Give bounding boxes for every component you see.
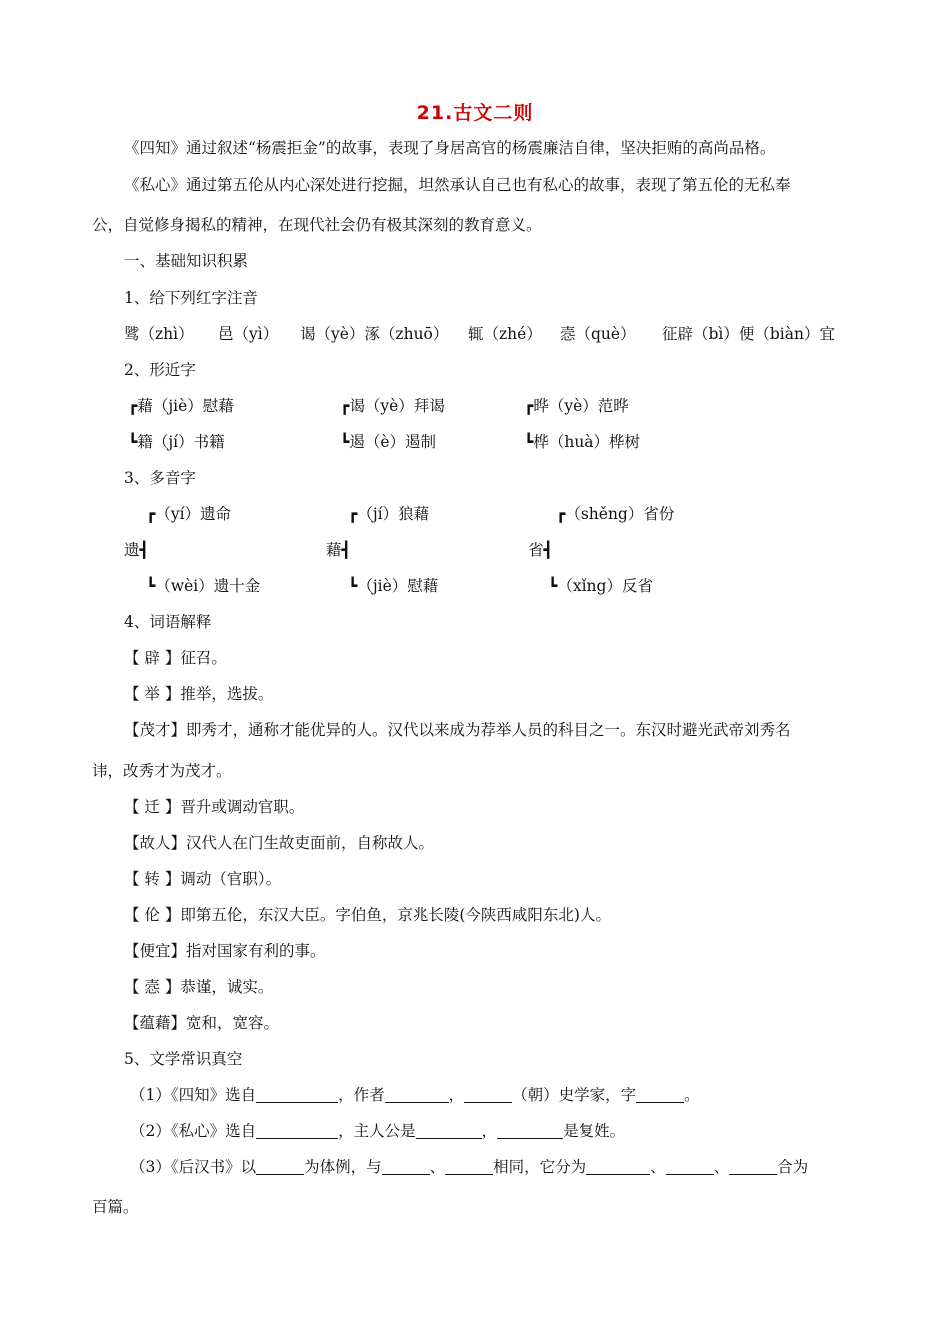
definition: 【 辟 】征召。 xyxy=(124,649,227,667)
definition: 【 举 】推举，选拔。 xyxy=(124,685,274,703)
answer-blank[interactable] xyxy=(464,1086,512,1103)
bracket-top-icon: ┏ xyxy=(556,505,566,523)
answer-blank[interactable] xyxy=(256,1122,338,1139)
q5-fill-line-4: 百篇。 xyxy=(92,1198,139,1216)
q3-char: 遗┫ xyxy=(124,541,149,559)
bracket-bottom-icon: ┗ xyxy=(524,433,534,451)
intro-paragraph-1: 《四知》通过叙述“杨震拒金”的故事，表现了身居高官的杨震廉洁自律，坚决拒贿的高尚品格。 xyxy=(124,139,776,157)
bracket-top-icon: ┏ xyxy=(146,505,156,523)
bracket-bottom-icon: ┗ xyxy=(548,577,558,595)
definition: 【便宜】指对国家有利的事。 xyxy=(124,942,326,960)
definition: 【蕴藉】宽和，宽容。 xyxy=(124,1014,280,1032)
q2-pair-bottom: ┗遏（è）遏制 xyxy=(340,433,437,451)
bracket-top-icon: ┏ xyxy=(348,505,358,523)
q3-char: 省┫ xyxy=(528,541,553,559)
answer-blank[interactable] xyxy=(445,1158,493,1175)
intro-paragraph-2-line-1: 《私心》通过第五伦从内心深处进行挖掘，坦然承认自己也有私心的故事，表现了第五伦的无私奉 xyxy=(124,176,791,194)
answer-blank[interactable] xyxy=(382,1158,430,1175)
bracket-bottom-icon: ┗ xyxy=(348,577,358,595)
q1-heading: 1、给下列红字注音 xyxy=(124,289,258,307)
q5-fill-line-1: （1）《四知》选自 ，作者 ， （朝）史学家，字 。 xyxy=(130,1086,700,1104)
q3-reading-top: ┏（yí）遗命 xyxy=(146,505,232,523)
answer-blank[interactable] xyxy=(256,1158,304,1175)
definition: 【 转 】调动（官职）。 xyxy=(124,870,282,888)
q3-reading-bottom: ┗（jiè）慰藉 xyxy=(348,577,439,595)
answer-blank[interactable] xyxy=(497,1122,563,1139)
bracket-mid-icon: ┫ xyxy=(341,541,351,559)
bracket-bottom-icon: ┗ xyxy=(128,433,138,451)
q1-item: 悫（què） xyxy=(560,325,636,343)
answer-blank[interactable] xyxy=(586,1158,650,1175)
answer-blank[interactable] xyxy=(636,1086,684,1103)
bracket-mid-icon: ┫ xyxy=(543,541,553,559)
answer-blank[interactable] xyxy=(416,1122,482,1139)
definition: 【 悫 】恭谨，诚实。 xyxy=(124,978,274,996)
q5-fill-line-2: （2）《私心》选自 ，主人公是 ， 是复姓。 xyxy=(130,1122,626,1140)
answer-blank[interactable] xyxy=(256,1086,338,1103)
q2-pair-top: ┏谒（yè）拜谒 xyxy=(340,397,445,415)
q1-item: 辄（zhé） xyxy=(468,325,542,343)
q3-reading-top: ┏（jí）狼藉 xyxy=(348,505,430,523)
q1-item: 征辟（bì）便（biàn）宜 xyxy=(662,325,835,343)
definition: 【 迁 】晋升或调动官职。 xyxy=(124,798,305,816)
definition: 【 伦 】即第五伦，东汉大臣。字伯鱼，京兆长陵(今陕西咸阳东北)人。 xyxy=(124,906,611,924)
q5-heading: 5、文学常识真空 xyxy=(124,1050,243,1068)
answer-blank[interactable] xyxy=(385,1086,449,1103)
q2-pair-bottom: ┗籍（jí）书籍 xyxy=(128,433,225,451)
q3-reading-top: ┏（shěng）省份 xyxy=(556,505,675,523)
q1-item: 骘（zhì） xyxy=(124,325,194,343)
q2-pair-top: ┏藉（jiè）慰藉 xyxy=(128,397,234,415)
q2-heading: 2、形近字 xyxy=(124,361,196,379)
q2-pair-top: ┏晔（yè）范晔 xyxy=(524,397,629,415)
q1-item: 邑（yì） xyxy=(218,325,279,343)
bracket-top-icon: ┏ xyxy=(340,397,350,415)
q3-char: 藉┫ xyxy=(326,541,351,559)
page-title: 21.古文二则 xyxy=(416,102,534,124)
q3-reading-bottom: ┗（wèi）遗十金 xyxy=(146,577,261,595)
definition: 【茂才】即秀才，通称才能优异的人。汉代以来成为荐举人员的科目之一。东汉时避光武帝刘秀名 xyxy=(124,721,791,739)
intro-paragraph-2-line-2: 公，自觉修身揭私的精神，在现代社会仍有极其深刻的教育意义。 xyxy=(92,216,542,234)
bracket-bottom-icon: ┗ xyxy=(146,577,156,595)
q4-heading: 4、词语解释 xyxy=(124,613,212,631)
bracket-top-icon: ┏ xyxy=(128,397,138,415)
section-heading: 一、基础知识积累 xyxy=(124,252,249,270)
q2-pair-bottom: ┗桦（huà）桦树 xyxy=(524,433,641,451)
definition-continued: 讳，改秀才为茂才。 xyxy=(92,762,232,780)
q5-fill-line-3: （3）《后汉书》以 为体例，与 、 相同，它分为 、 、 合为 xyxy=(130,1158,809,1176)
q3-heading: 3、多音字 xyxy=(124,469,196,487)
answer-blank[interactable] xyxy=(729,1158,777,1175)
bracket-mid-icon: ┫ xyxy=(139,541,149,559)
bracket-bottom-icon: ┗ xyxy=(340,433,350,451)
q1-item: 谒（yè）涿（zhuō） xyxy=(300,325,449,343)
bracket-top-icon: ┏ xyxy=(524,397,534,415)
answer-blank[interactable] xyxy=(666,1158,714,1175)
q3-reading-bottom: ┗（xǐng）反省 xyxy=(548,577,653,595)
definition: 【故人】汉代人在门生故吏面前，自称故人。 xyxy=(124,834,435,852)
